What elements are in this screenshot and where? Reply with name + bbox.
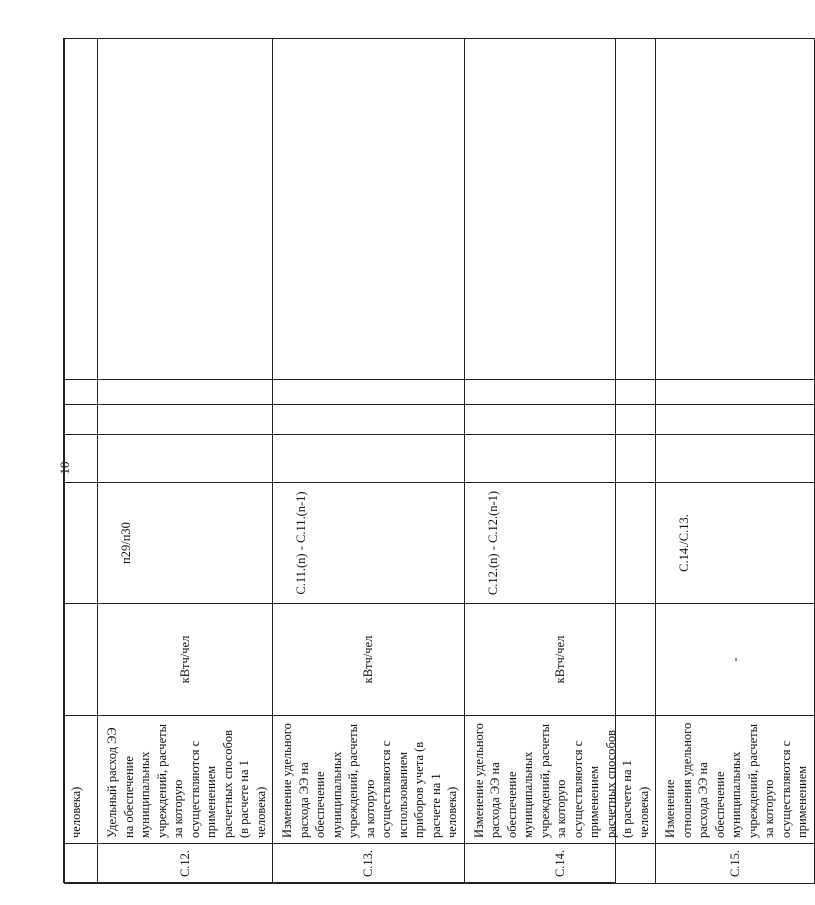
row-unit: кВтч/чел [464,604,656,716]
carryover-text: человека) [65,716,98,844]
cell-empty [464,405,656,435]
cell-empty [65,604,98,716]
rotated-table-container [64,39,809,884]
cell-empty [273,405,465,435]
row-code: С.12. [98,844,273,884]
cell-empty [464,380,656,405]
cell-empty [65,844,98,884]
row-unit: - [656,604,815,716]
row-formula: С.12.(n) - С.12.(n-1) [464,483,656,604]
cell-empty [98,39,273,380]
cell-empty [98,405,273,435]
table-row-carryover [65,39,98,884]
row-formula: п29/п30 [98,483,273,604]
table-row [656,39,815,884]
table-row [464,39,656,884]
cell-empty [65,380,98,405]
cell-empty [65,483,98,604]
row-code: С.15. [656,844,815,884]
cell-empty [273,435,465,483]
cell-empty [656,405,815,435]
table-row [98,39,273,884]
row-unit: кВтч/чел [273,604,465,716]
indicator-table [64,38,815,884]
cell-empty [656,435,815,483]
cell-empty [65,405,98,435]
row-code: С.14. [464,844,656,884]
cell-empty [464,39,656,380]
cell-empty [65,435,98,483]
cell-empty [65,39,98,380]
row-description: Изменение отношения удельного расхода ЭЭ на обеспечение муниципальных учреждений, расчеты за которую осуществляются с применением [656,716,815,844]
row-description: Изменение удельного расхода ЭЭ на обеспечение муниципальных учреждений, расчеты за которую осуществляются с применением расчетных способов (в расчете на 1 человека) [464,716,656,844]
table-row [273,39,465,884]
cell-empty [98,380,273,405]
cell-empty [273,39,465,380]
row-unit: кВтч/чел [98,604,273,716]
cell-empty [656,380,815,405]
cell-empty [98,435,273,483]
cell-empty [464,435,656,483]
page-number: 10 [57,461,72,475]
row-description: Удельный расход ЭЭ на обеспечение муниципальных учреждений, расчеты за которую осуществляются с применением расчетных способов (в расчете на 1 человека) [98,716,273,844]
row-code: С.13. [273,844,465,884]
cell-empty [656,39,815,380]
row-formula: С.14./С.13. [656,483,815,604]
cell-empty [273,380,465,405]
row-formula: С.11.(n) - С.11.(n-1) [273,483,465,604]
indicator-table-sheet [63,38,809,883]
row-description: Изменение удельного расхода ЭЭ на обеспечение муниципальных учреждений, расчеты за которую осуществляются с использованием приборов учета (в расчете на 1 человека) [273,716,465,844]
